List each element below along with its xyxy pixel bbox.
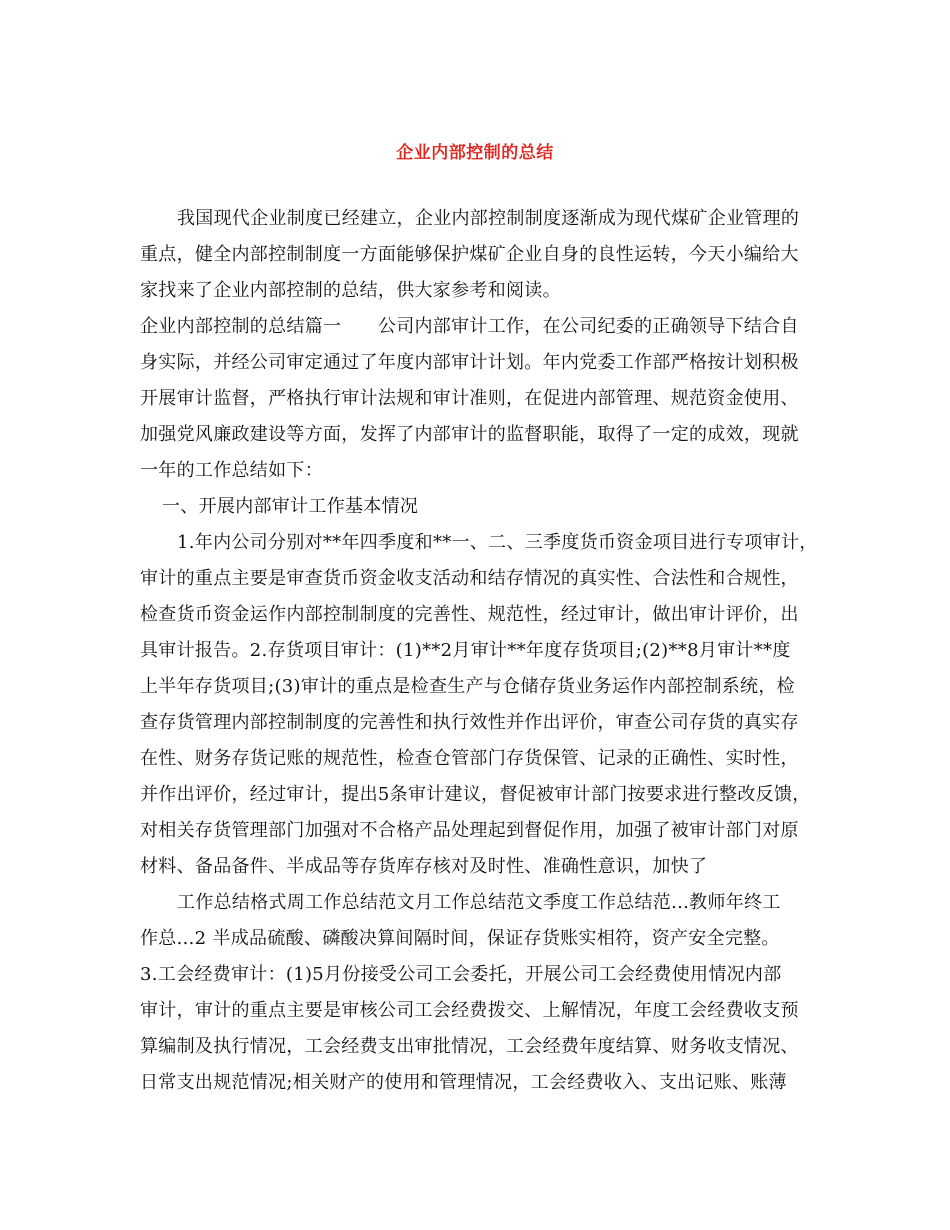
document-title: 企业内部控制的总结 (396, 143, 554, 163)
paragraph-line: 1.年内公司分别对**年四季度和**一、二、三季度货币资金项目进行专项审计， (177, 532, 818, 553)
paragraph-line: 算编制及执行情况，工会经费支出审批情况，工会经费年度结算、财务收支情况、 (140, 1036, 799, 1057)
paragraph-line: 3.工会经费审计：(1)5月份接受公司工会委托，开展公司工会经费使用情况内部 (140, 964, 782, 985)
paragraph-line: 在性、财务存货记账的规范性，检查仓管部门存货保管、记录的正确性、实时性， (140, 748, 799, 769)
paragraph-line: 材料、备品备件、半成品等存货库存核对及时性、准确性意识，加快了 (140, 856, 708, 877)
paragraph-line: 上半年存货项目;(3)审计的重点是检查生产与仓储存货业务运作内部控制系统，检 (140, 676, 795, 697)
paragraph-line: 并作出评价，经过审计，提出5条审计建议，督促被审计部门按要求进行整改反馈， (140, 784, 811, 805)
paragraph-line: 审计，审计的重点主要是审核公司工会经费拨交、上解情况，年度工会经费收支预 (140, 1000, 799, 1021)
paragraph-line: 家找来了企业内部控制的总结，供大家参考和阅读。 (140, 280, 561, 301)
paragraph-line: 重点，健全内部控制制度一方面能够保护煤矿企业自身的良性运转，今天小编给大 (140, 244, 799, 265)
paragraph-line: 审计的重点主要是审查货币资金收支活动和结存情况的真实性、合法性和合规性， (140, 568, 799, 589)
paragraph-line: 开展审计监督，严格执行审计法规和审计准则，在促进内部管理、规范资金使用、 (140, 388, 799, 409)
section-heading: 一、开展内部审计工作基本情况 (162, 496, 419, 517)
paragraph-line: 检查货币资金运作内部控制制度的完善性、规范性，经过审计，做出审计评价，出 (140, 604, 799, 625)
paragraph-line: 具审计报告。2.存货项目审计：(1)**2月审计**年度存货项目;(2)**8月审计**度 (140, 640, 791, 661)
paragraph-line: 作总...2 半成品硫酸、磷酸决算间隔时间，保证存货账实相符，资产安全完整。 (140, 928, 780, 949)
paragraph-line: 加强党风廉政建设等方面，发挥了内部审计的监督职能，取得了一定的成效，现就 (140, 424, 799, 445)
paragraph-line: 对相关存货管理部门加强对不合格产品处理起到督促作用，加强了被审计部门对原 (140, 820, 799, 841)
paragraph-line: 查存货管理内部控制制度的完善性和执行效性并作出评价，审查公司存货的真实存 (140, 712, 799, 733)
paragraph-line: 身实际，并经公司审定通过了年度内部审计计划。年内党委工作部严格按计划积极 (140, 352, 799, 373)
paragraph-line: 日常支出规范情况;相关财产的使用和管理情况，工会经费收入、支出记账、账薄 (140, 1072, 787, 1093)
paragraph-line: 企业内部控制的总结篇一 公司内部审计工作，在公司纪委的正确领导下结合自 (140, 316, 799, 337)
paragraph-line: 我国现代企业制度已经建立，企业内部控制制度逐渐成为现代煤矿企业管理的 (177, 208, 800, 229)
paragraph-line: 一年的工作总结如下： (140, 460, 323, 481)
paragraph-line: 工作总结格式周工作总结范文月工作总结范文季度工作总结范...教师年终工 (177, 892, 781, 913)
